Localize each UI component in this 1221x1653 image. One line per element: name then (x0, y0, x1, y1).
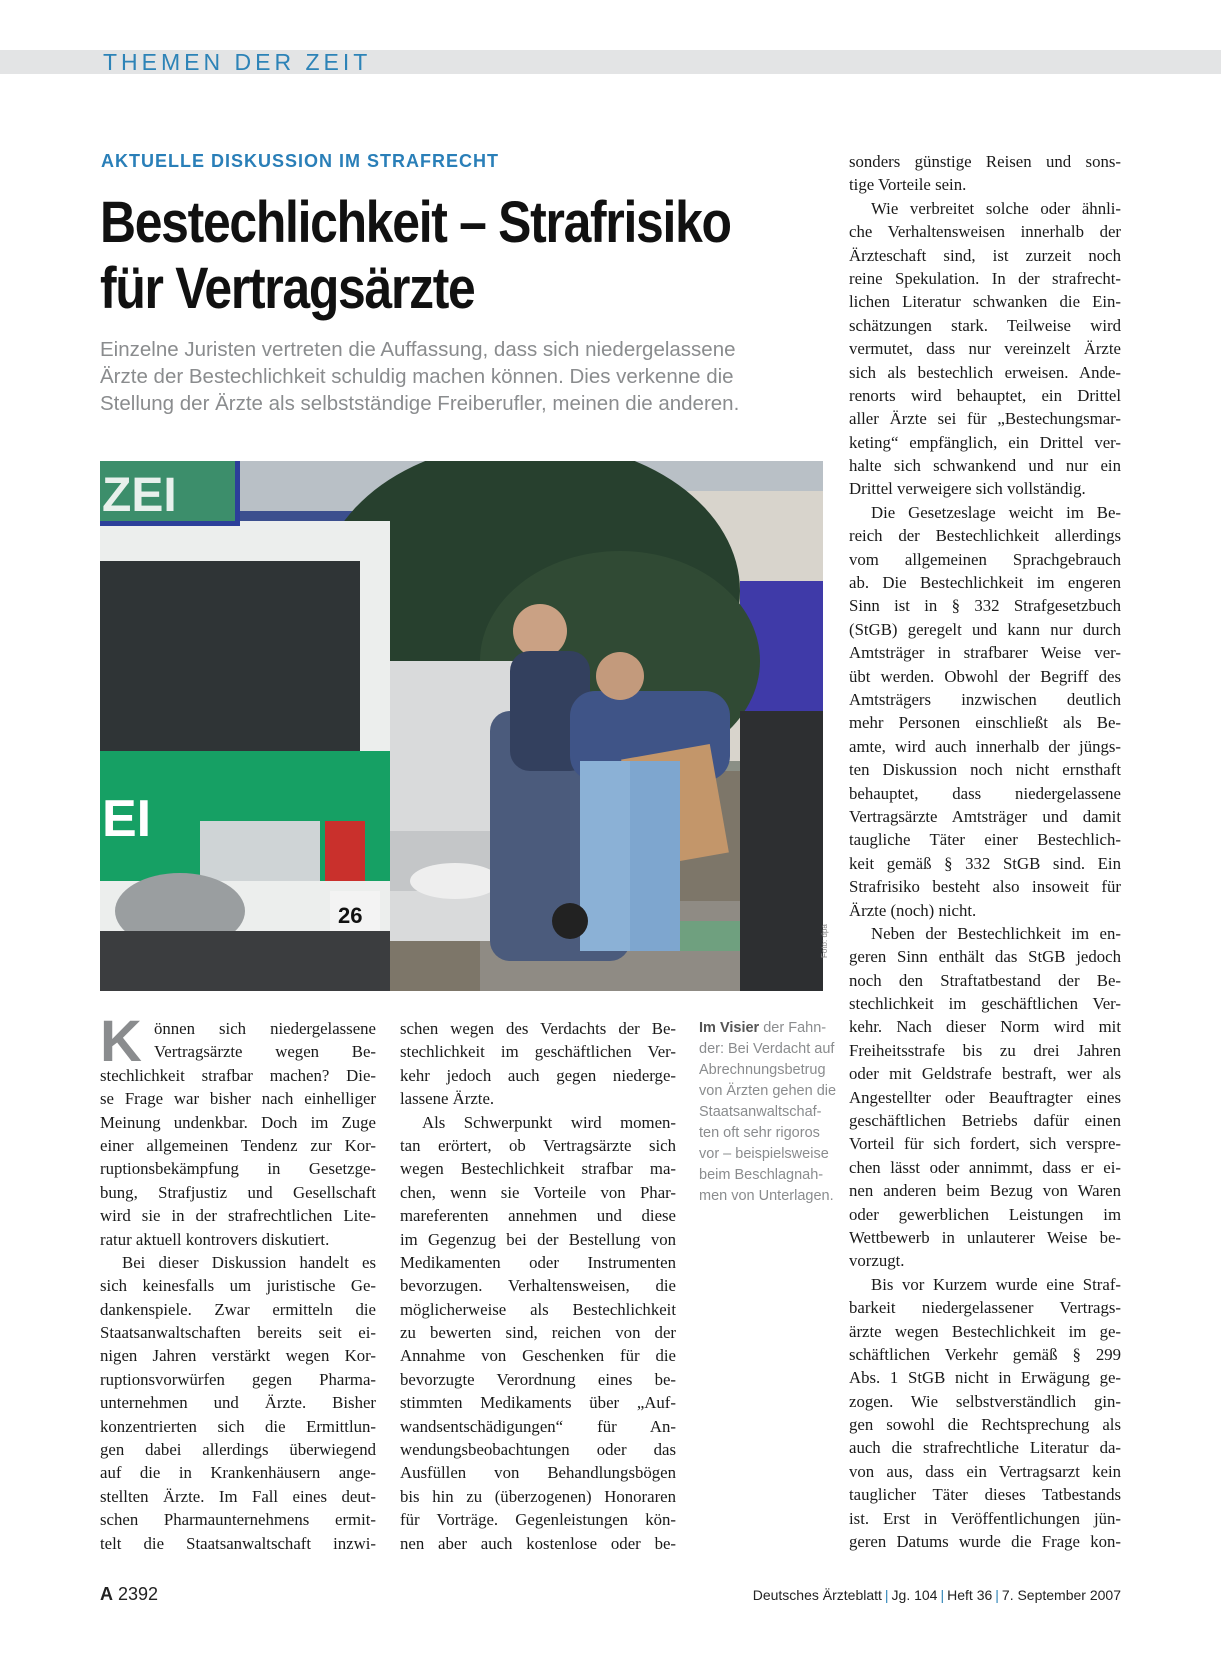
lead-line: Ärzte der Bestechlichkeit schuldig machen können. Dies verkenne die (100, 365, 734, 388)
body-line: ab. Die Bestechlichkeit im engeren (849, 573, 1121, 593)
body-line: Vertragsärzte wegen Be- (154, 1042, 376, 1062)
caption-line: Abrechnungsbetrug (699, 1062, 826, 1078)
body-line: schäftlichen Verkehr gemäß § 299 (849, 1344, 1121, 1364)
body-line: Amtsträgers inzwischen deutlich (849, 689, 1121, 709)
body-line: se Frage war bisher nach einhelliger (100, 1089, 376, 1109)
article-headline (100, 190, 731, 322)
body-line: taugliche Täter einer Bestechlich- (849, 830, 1121, 850)
body-line: Abs. 1 StGB nicht in Erwägung ge- (849, 1368, 1121, 1388)
body-line: stimmten Medikaments über „Auf- (400, 1393, 676, 1413)
body-line: für Vorträge. Gegenleistungen kön- (400, 1510, 676, 1530)
body-line: gen dabei allerdings überwiegend (100, 1440, 376, 1460)
body-line: nen anderen beim Bezug von Waren (849, 1181, 1121, 1201)
body-line: mareferenten annehmen und diese (400, 1206, 676, 1226)
body-line: Wie verbreitet solche oder ähnli- (871, 198, 1121, 218)
lead-line: Stellung der Ärzte als selbstständige Freiberufler, meinen die anderen. (100, 392, 740, 415)
body-line: ruptionsbekämpfung in Gesetzge- (100, 1159, 376, 1179)
body-line: schen wegen des Verdachts der Be- (400, 1019, 676, 1038)
body-line: oder gewerblichen Leistungen im (849, 1204, 1121, 1224)
body-line: nigen Jahren verstärkt wegen Kor- (100, 1346, 376, 1366)
publication-name: Deutsches Ärzteblatt (752, 1587, 882, 1603)
page-number-value: 2392 (118, 1584, 159, 1604)
publication-info (753, 1587, 1121, 1603)
body-line: telt die Staatsanwaltschaft inzwi- (100, 1533, 376, 1553)
caption-line: beim Beschlagnah- (699, 1167, 824, 1183)
body-line: Neben der Bestechlichkeit im en- (871, 923, 1121, 943)
body-line: aller Ärzte sei für „Bestechungsmar- (849, 409, 1121, 429)
section-label: THEMEN DER ZEIT (103, 49, 372, 75)
body-line: unternehmen und Ärzte. Bisher (100, 1393, 376, 1413)
body-line: reich der Bestechlichkeit allerdings (849, 526, 1121, 546)
caption-lead: Im Visier (699, 1020, 760, 1036)
body-line: noch den Straftatbestand der Be- (849, 970, 1121, 990)
body-line: ruptionsvorwürfen gegen Pharma- (100, 1369, 376, 1389)
body-line: tauglicher Täter dieses Tatbestands (849, 1485, 1121, 1505)
body-line: ärzte wegen Bestechlichkeit im ge- (849, 1321, 1121, 1341)
body-column-2 (400, 1017, 676, 1555)
body-line: wegen Bestechlichkeit strafbar ma- (400, 1159, 676, 1179)
body-line: Sinn ist in § 332 Strafgesetzbuch (849, 596, 1121, 616)
body-column-3 (849, 150, 1121, 1553)
body-line: bung, Strafjustiz und Gesellschaft (100, 1182, 376, 1202)
body-line: Bei dieser Diskussion handelt es (122, 1252, 376, 1272)
body-line: ten Diskussion noch nicht ernsthaft (849, 760, 1121, 780)
body-line: Bis vor Kurzem wurde eine Straf- (871, 1274, 1121, 1294)
body-line: lichen Literatur schwanken die Ein- (849, 292, 1121, 312)
caption-line: Staatsanwaltschaf- (699, 1104, 822, 1120)
body-line: wandsentschädigungen“ für An- (400, 1416, 676, 1436)
caption-line: von Ärzten gehen die (699, 1083, 837, 1099)
body-line: auch die strafrechtliche Literatur da- (849, 1438, 1121, 1458)
body-line: lassene Ärzte. (400, 1089, 495, 1109)
body-line: Strafrisiko besteht also insoweit für (849, 877, 1121, 897)
page-prefix: A (100, 1584, 113, 1604)
headline-line: Bestechlichkeit – Strafrisiko (100, 190, 731, 255)
page-number (100, 1584, 158, 1605)
body-line: geschäftlichen Betriebs dafür einen (849, 1111, 1121, 1131)
body-line: von aus, dass ein Vertragsarzt kein (849, 1461, 1121, 1481)
car-plate-text: 26 (338, 903, 363, 928)
body-line: auf die in Krankenhäusern ange- (100, 1463, 376, 1483)
caption-line: vor – beispielsweise (699, 1146, 829, 1162)
body-line: önnen sich niedergelassene (154, 1019, 376, 1038)
body-line: kehr jedoch auch gegen niederge- (400, 1065, 676, 1085)
body-line: Medikamenten oder Instrumenten (400, 1252, 676, 1272)
car-door-text: EI (102, 790, 152, 848)
photo-credit: Foto: dpa (820, 924, 829, 958)
body-line: möglicherweise als Bestechlichkeit (400, 1299, 676, 1319)
body-line: chen lässt oder annimmt, dass er ei- (849, 1157, 1121, 1177)
body-line: che Verhaltensweisen innerhalb der (849, 222, 1121, 242)
body-line: Annahme von Geschenken für die (400, 1346, 676, 1366)
body-line: renorts wird behauptet, ein Drittel (849, 385, 1121, 405)
separator: | (995, 1587, 999, 1603)
body-line: bevorzugen. Verhaltensweisen, die (400, 1276, 676, 1296)
body-line: zu bewerten sind, reichen von der (400, 1323, 676, 1343)
body-line: einer allgemeinen Tendenz zur Kor- (100, 1135, 376, 1155)
body-line: sich keinesfalls um juristische Ge- (100, 1276, 376, 1296)
article-kicker: AKTUELLE DISKUSSION IM STRAFRECHT (101, 151, 500, 171)
body-line: keit gemäß § 332 StGB sind. Ein (849, 853, 1121, 873)
headline-line: für Vertragsärzte (100, 256, 475, 321)
body-line: oder mit Geldstrafe bestraft, wer als (849, 1064, 1121, 1084)
publication-issue: Heft 36 (947, 1587, 993, 1603)
body-line: Vorteil für sich fordert, sich verspre- (849, 1134, 1121, 1154)
body-line: sich als bestechlich erweisen. Ande- (849, 362, 1121, 382)
body-line: Staatsanwaltschaften bereits seit ei- (100, 1323, 376, 1343)
body-line: Freiheitsstrafe bis zu drei Jahren (849, 1040, 1121, 1060)
body-line: mehr Personen einschließt als Be- (849, 713, 1121, 733)
body-line: kehr. Nach dieser Norm wird mit (849, 1017, 1121, 1037)
body-line: stechlichkeit im geschäftlichen Ver- (400, 1042, 676, 1062)
body-line: Ärzte (noch) nicht. (849, 900, 977, 920)
body-line: ratur aktuell kontrovers diskutiert. (100, 1229, 330, 1249)
publication-date: 7. September 2007 (1001, 1587, 1121, 1603)
body-line: ist. Erst in Veröffentlichungen jün- (849, 1508, 1121, 1528)
article-photo (100, 461, 823, 991)
body-line: nen aber auch kostenlose oder be- (400, 1533, 676, 1553)
body-line: Meinung undenkbar. Doch im Zuge (100, 1112, 376, 1132)
body-line: halte sich schwankend und nur ein (849, 456, 1121, 476)
lead-line: Einzelne Juristen vertreten die Auffassung, dass sich niedergelassene (100, 338, 736, 361)
body-line: Amtsträger in strafbarer Weise ver- (849, 643, 1121, 663)
body-line: wird sie in der strafrechtlichen Lite- (100, 1206, 376, 1226)
body-line: vorzugt. (849, 1251, 905, 1271)
body-line: Drittel verweigere sich vollständig. (849, 479, 1086, 499)
body-line: reine Spekulation. In der strafrecht- (849, 268, 1121, 288)
body-line: stellten Ärzte. Im Fall eines deut- (100, 1486, 376, 1506)
body-line: Wettbewerb in unlauterer Weise be- (849, 1227, 1121, 1247)
body-line: schätzungen stark. Teilweise wird (849, 315, 1121, 335)
body-line: im Gegenzug bei der Bestellung von (400, 1229, 676, 1249)
publication-volume: Jg. 104 (891, 1587, 938, 1603)
body-line: geren Datums wurde die Frage kon- (849, 1532, 1121, 1552)
body-line: behauptet, dass niedergelassene (849, 783, 1121, 803)
body-line: übt werden. Obwohl der Begriff des (849, 666, 1121, 686)
photo-caption (699, 1018, 837, 1207)
body-line: vermutet, dass nur vereinzelt Ärzte (849, 339, 1121, 359)
body-line: gen sowohl die Rechtsprechung als (849, 1415, 1121, 1435)
body-line: konzentrierten sich die Ermittlun- (100, 1416, 376, 1436)
body-line: Die Gesetzeslage weicht im Be- (871, 502, 1121, 522)
body-line: zogen. Wie selbstverständlich gin- (849, 1391, 1121, 1411)
caption-text: der Fahn- (763, 1020, 827, 1036)
body-column-1 (100, 1009, 376, 1555)
body-line: bevorzugte Verordnung eines be- (400, 1369, 676, 1389)
separator: | (940, 1587, 945, 1603)
body-line: keting“ empfänglich, ein Drittel ver- (849, 432, 1121, 452)
body-line: vom allgemeinen Sprachgebrauch (849, 549, 1121, 569)
body-line: amte, wird auch innerhalb der jüngs- (849, 736, 1121, 756)
separator: | (884, 1587, 889, 1603)
body-line: wendungsbeobachtungen oder das (400, 1440, 676, 1460)
body-line: (StGB) geregelt und kann nur durch (849, 619, 1121, 639)
caption-line (699, 1018, 831, 1039)
body-line: Angestellter oder Beauftragter eines (849, 1087, 1121, 1107)
body-line: dankenspiele. Zwar ermitteln die (100, 1299, 376, 1319)
body-line: chen, wenn sie Vorteile von Phar- (400, 1182, 676, 1202)
article-lead (100, 336, 840, 417)
body-line: tige Vorteile sein. (849, 175, 967, 195)
caption-line: ten oft sehr rigoros (699, 1125, 820, 1141)
body-line: sonders günstige Reisen und sons- (849, 152, 1121, 171)
body-line: stechlichkeit im geschäftlichen Ver- (849, 994, 1121, 1014)
body-line: geren Sinn enthält das StGB jedoch (849, 947, 1121, 967)
car-sign-text: ZEI (102, 469, 177, 522)
body-line: stechlichkeit strafbar machen? Die- (100, 1065, 376, 1085)
body-line: Ärzteschaft sind, ist zurzeit noch (849, 245, 1121, 265)
caption-line: men von Unterlagen. (699, 1188, 834, 1204)
body-line: schen Pharmaunternehmens ermit- (100, 1510, 376, 1530)
drop-cap: K (100, 1009, 142, 1074)
body-line: tan erörtert, ob Vertragsärzte sich (400, 1135, 676, 1155)
body-line: barkeit niedergelassener Vertrags- (849, 1298, 1121, 1318)
body-line: Als Schwerpunkt wird momen- (422, 1112, 676, 1132)
photo-illustration (100, 461, 823, 991)
body-line: bis hin zu (überzogenen) Honoraren (400, 1486, 676, 1506)
caption-line: der: Bei Verdacht auf (699, 1041, 835, 1057)
body-line: Vertragsärzte Amtsträger und damit (849, 806, 1121, 826)
body-line: Ausfüllen von Behandlungsbögen (400, 1463, 676, 1483)
